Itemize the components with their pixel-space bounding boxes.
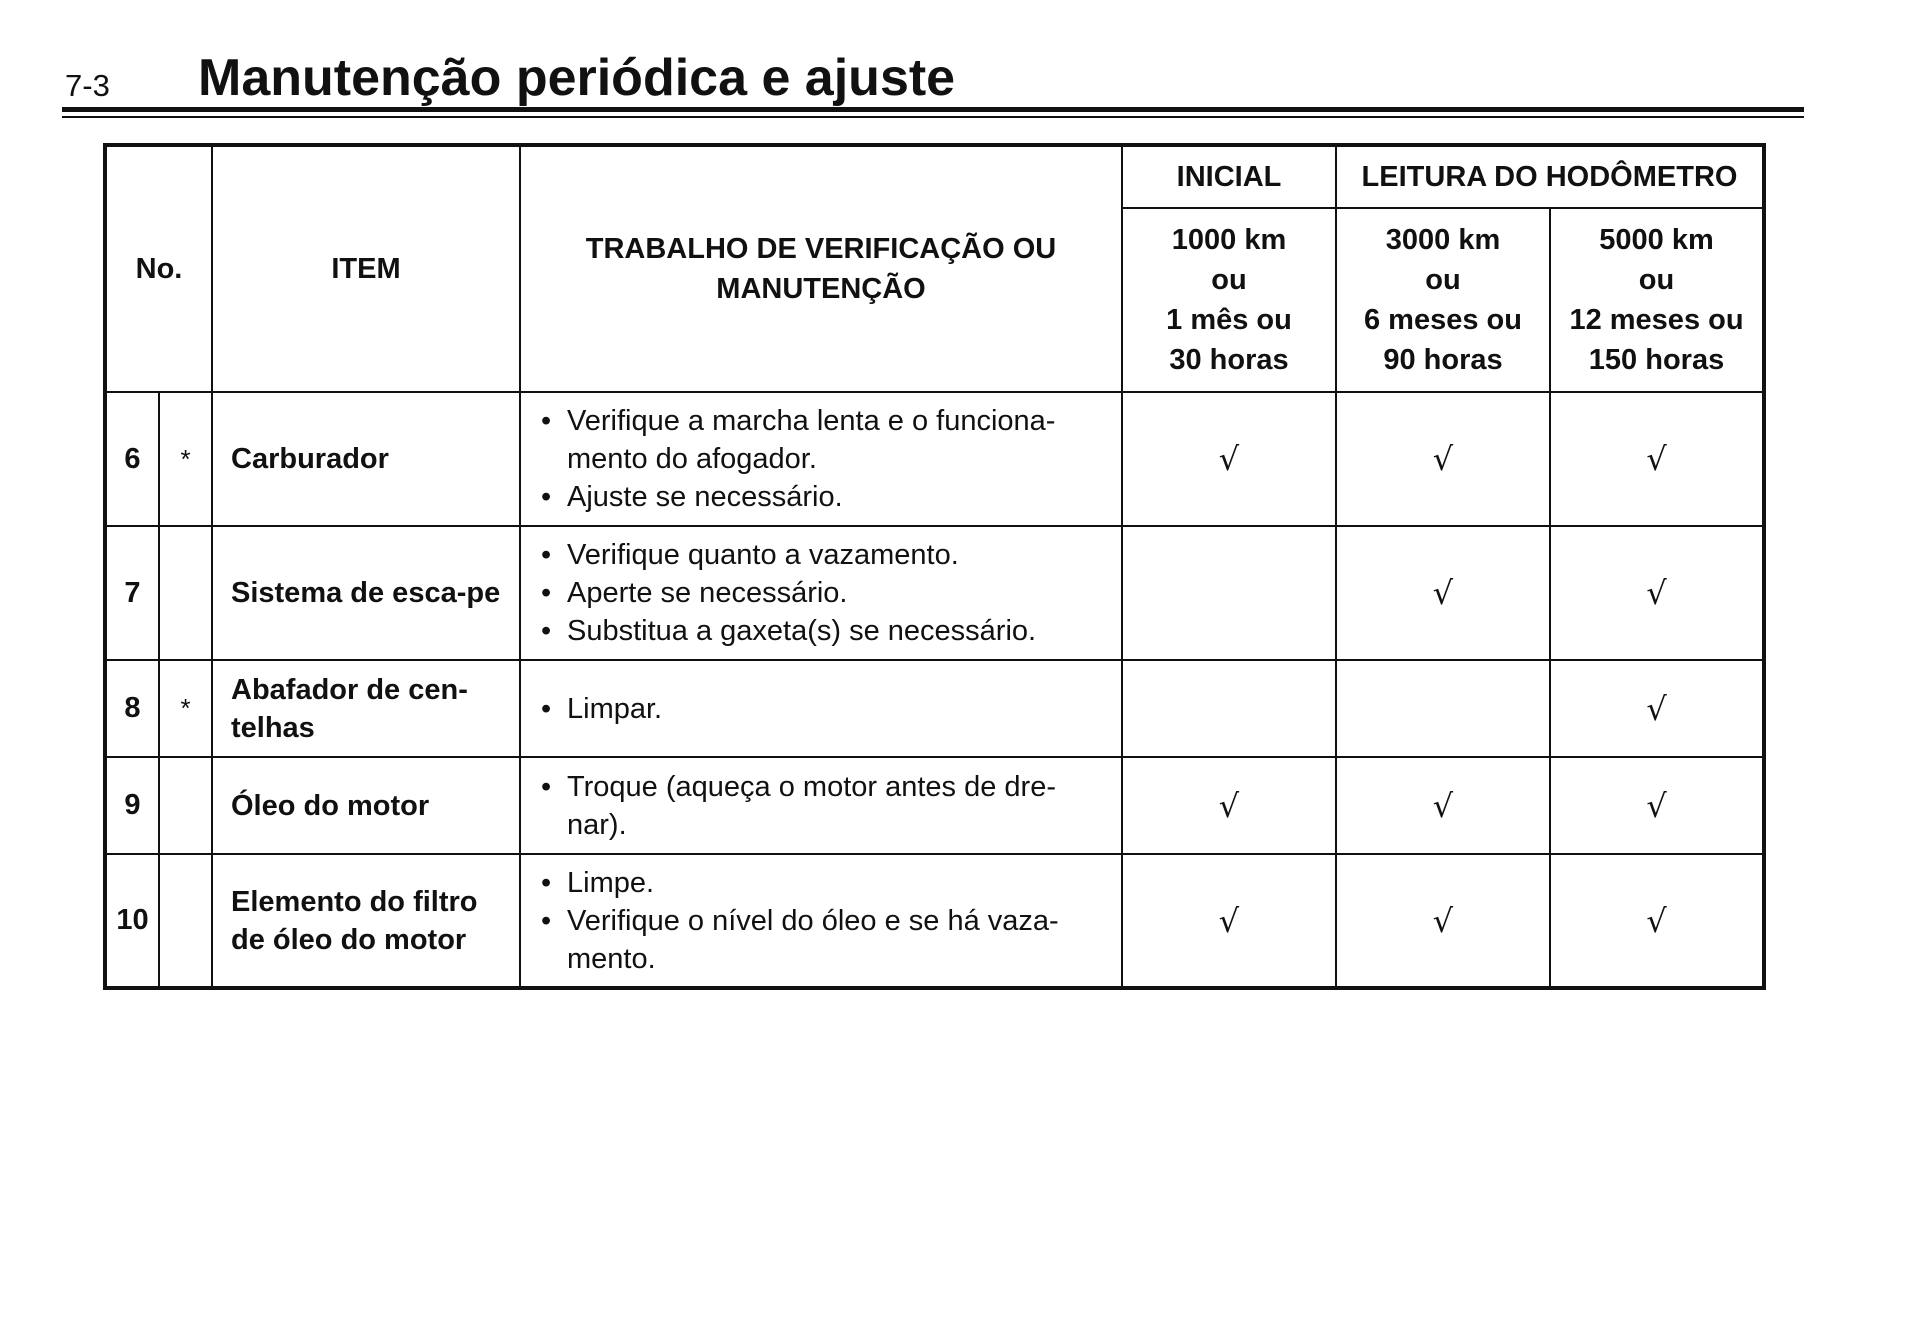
header-row-top <box>105 145 1764 208</box>
row-star: * <box>159 660 212 757</box>
row-number: 10 <box>105 854 159 988</box>
table-row <box>105 526 1764 660</box>
interval-line: ou <box>1211 264 1247 296</box>
check-cell: √ <box>1336 526 1550 660</box>
row-item: Abafador de cen-telhas <box>212 660 520 757</box>
interval-5000km <box>1550 208 1764 392</box>
check-cell: √ <box>1336 392 1550 526</box>
row-item: Óleo do motor <box>212 757 520 854</box>
interval-line: ou <box>1425 264 1461 296</box>
row-number: 6 <box>105 392 159 526</box>
header-item: ITEM <box>212 145 520 392</box>
table-row <box>105 854 1764 988</box>
interval-line: 6 meses ou <box>1364 304 1522 336</box>
row-star <box>159 854 212 988</box>
row-work <box>520 392 1122 526</box>
work-step: • Troque (aqueça o motor antes de dre-nar). <box>541 768 1103 844</box>
row-star <box>159 526 212 660</box>
table-row <box>105 392 1764 526</box>
work-step: • Limpe. <box>541 864 1103 902</box>
row-work <box>520 757 1122 854</box>
interval-line: 12 meses ou <box>1569 304 1744 336</box>
check-cell <box>1336 660 1550 757</box>
header-work: TRABALHO DE VERIFICAÇÃO OU MANUTENÇÃO <box>520 145 1122 392</box>
row-work <box>520 660 1122 757</box>
check-cell: √ <box>1122 392 1336 526</box>
header-initial: INICIAL <box>1122 145 1336 208</box>
interval-line: 3000 km <box>1385 224 1501 256</box>
header-odometer: LEITURA DO HODÔMETRO <box>1336 145 1764 208</box>
work-step: • Aperte se necessário. <box>541 574 1103 612</box>
interval-line: 1 mês ou <box>1166 304 1292 336</box>
row-star: * <box>159 392 212 526</box>
interval-line: ou <box>1638 264 1675 296</box>
interval-line: 1000 km <box>1171 224 1287 256</box>
check-cell: √ <box>1550 660 1764 757</box>
work-step: • Substitua a gaxeta(s) se necessário. <box>541 612 1103 650</box>
check-cell: √ <box>1550 526 1764 660</box>
page-title: Manutenção periódica e ajuste <box>198 49 956 107</box>
interval-3000km <box>1336 208 1550 392</box>
maintenance-table <box>103 143 1766 990</box>
check-cell <box>1122 526 1336 660</box>
row-number: 8 <box>105 660 159 757</box>
page-number: 7-3 <box>65 68 110 103</box>
table-row <box>105 660 1764 757</box>
check-cell: √ <box>1336 757 1550 854</box>
row-item: Carburador <box>212 392 520 526</box>
work-step: • Ajuste se necessário. <box>541 478 1103 516</box>
header-no: No. <box>105 145 212 392</box>
check-cell: √ <box>1550 757 1764 854</box>
work-step: • Verifique a marcha lenta e o funciona-mento do afogador. <box>541 402 1103 478</box>
table-row <box>105 757 1764 854</box>
row-item: Sistema de esca-pe <box>212 526 520 660</box>
work-step: • Verifique quanto a vazamento. <box>541 536 1103 574</box>
interval-1000km <box>1122 208 1336 392</box>
row-item: Elemento do filtro de óleo do motor <box>212 854 520 988</box>
check-cell: √ <box>1122 854 1336 988</box>
interval-line: 90 horas <box>1383 344 1503 376</box>
check-cell <box>1122 660 1336 757</box>
row-work <box>520 526 1122 660</box>
row-number: 9 <box>105 757 159 854</box>
header-rule-thin <box>62 116 1804 118</box>
row-star <box>159 757 212 854</box>
work-step: • Verifique o nível do óleo e se há vaza-mento. <box>541 902 1103 978</box>
interval-line: 150 horas <box>1588 344 1725 376</box>
check-cell: √ <box>1550 854 1764 988</box>
row-work <box>520 854 1122 988</box>
interval-line: 30 horas <box>1169 344 1289 376</box>
work-step: • Limpar. <box>541 690 1103 728</box>
interval-line: 5000 km <box>1599 224 1714 256</box>
check-cell: √ <box>1550 392 1764 526</box>
check-cell: √ <box>1336 854 1550 988</box>
page-header <box>62 44 1804 124</box>
row-number: 7 <box>105 526 159 660</box>
header-rule-thick <box>62 107 1804 112</box>
check-cell: √ <box>1122 757 1336 854</box>
